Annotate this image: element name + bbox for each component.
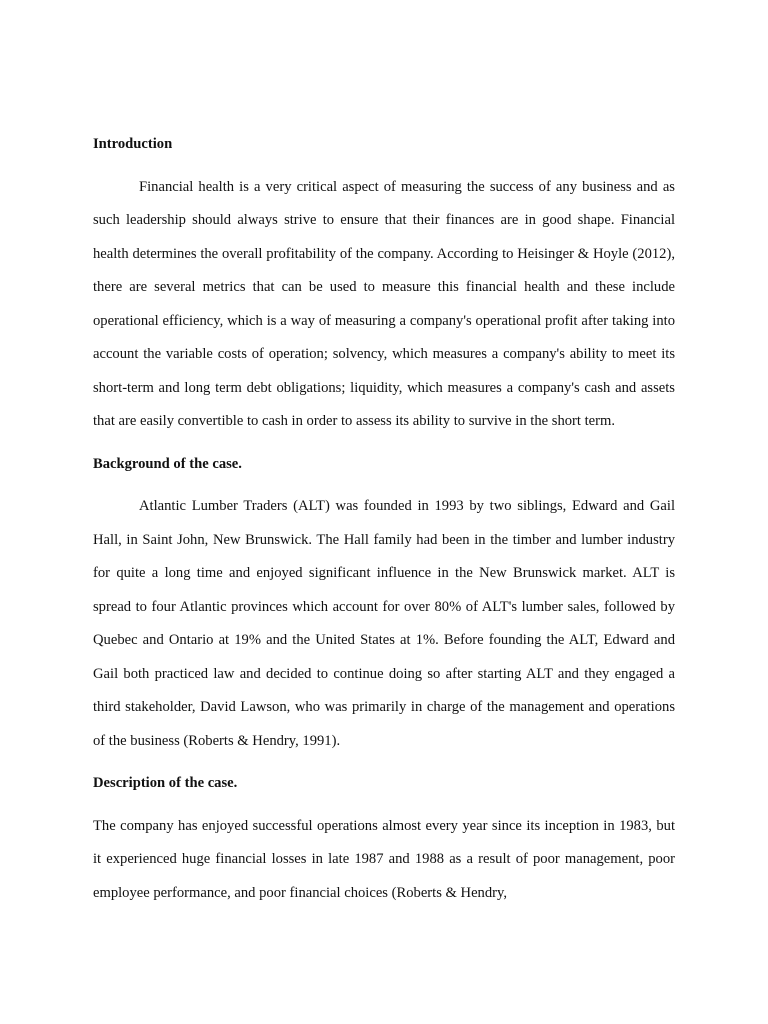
document-body [93,128,675,919]
background-paragraph: Atlantic Lumber Traders (ALT) was founded in 1993 by two siblings, Edward and Gail Hall, in Saint John, New Brunswick. The Hall family had been in the timber and lumber industry for quite a long time and enjoyed significant influence in the New Brunswick market. ALT is spread to four Atlantic provinces which account for over 80% of ALT's lumber sales, followed by Quebec and Ontario at 19% and the United States at 1%. Before founding the ALT, Edward and Gail both practiced law and decided to continue doing so after starting ALT and they engaged a third stakeholder, David Lawson, who was primarily in charge of the management and operations of the business (Roberts & Hendry, 1991). [93,498,675,749]
description-paragraph: The company has enjoyed successful operations almost every year since its inception in 1983, but it experienced huge financial losses in late 1987 and 1988 as a result of poor management, poor employee performance, and poor financial choices (Roberts & Hendry, [93,817,675,901]
section-heading-description: Description of the case. [93,775,238,791]
section-heading-background: Background of the case. [93,455,242,472]
section-heading-introduction: Introduction [93,136,173,152]
introduction-paragraph: Financial health is a very critical aspect of measuring the success of any business and as such leadership should always strive to ensure that their finances are in good shape. Financial health determines the overall profitability of the company. According to Heisinger & Hoyle (2012), there are several metrics that can be used to measure this financial health and these include operational efficiency, which is a way of measuring a company's operational profit after taking into account the variable costs of operation; solvency, which measures a company's ability to meet its short-term and long term debt obligations; liquidity, which measures a company's cash and assets that are easily convertible to cash in order to assess its ability to survive in the short term. [93,178,675,429]
